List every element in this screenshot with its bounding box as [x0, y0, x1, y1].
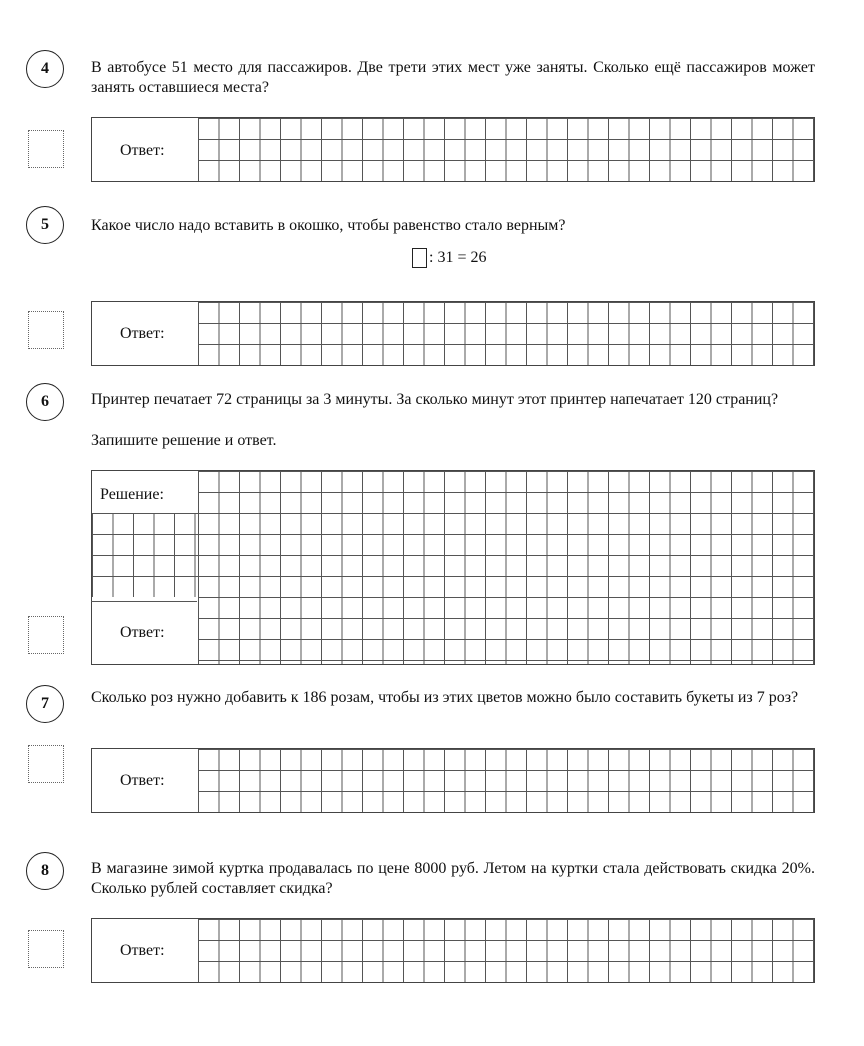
question-4-text: В автобусе 51 место для пассажиров. Две трети этих мест уже заняты. Сколько ещё пассажиров может занять оставшиеся места? [91, 59, 815, 96]
question-5-text: Какое число надо вставить в окошко, чтобы равенство стало верным? [91, 217, 566, 234]
answer-cells[interactable] [198, 919, 814, 982]
solution-grid-6[interactable] [91, 470, 815, 665]
question-6-instruction: Запишите решение и ответ. [91, 432, 277, 449]
answer-label: Ответ: [120, 142, 165, 159]
answer-cells[interactable] [198, 749, 814, 812]
answer-grid-5[interactable] [91, 301, 815, 366]
score-box-6[interactable] [28, 616, 64, 654]
answer-cells[interactable] [198, 302, 814, 365]
solution-cells[interactable] [198, 471, 814, 664]
question-number-4: 4 [26, 50, 64, 88]
score-box-4[interactable] [28, 130, 64, 168]
question-number-8: 8 [26, 852, 64, 890]
question-number-7: 7 [26, 685, 64, 723]
question-8-text: В магазине зимой куртка продавалась по цене 8000 руб. Летом на куртки стала действовать скидка 20%. Сколько рублей составляет скидка? [91, 860, 815, 897]
answer-label: Ответ: [120, 325, 165, 342]
score-box-8[interactable] [28, 930, 64, 968]
solution-divider [91, 601, 197, 602]
empty-box [412, 248, 427, 268]
question-number-6: 6 [26, 383, 64, 421]
score-box-7[interactable] [28, 745, 64, 783]
answer-grid-7[interactable] [91, 748, 815, 813]
equation-text: : 31 = 26 [429, 249, 487, 266]
equation [412, 248, 486, 268]
question-6-text: Принтер печатает 72 страницы за 3 минуты. За сколько минут этот принтер напечатает 120 страниц? [91, 391, 779, 408]
score-box-5[interactable] [28, 311, 64, 349]
answer-label: Ответ: [120, 942, 165, 959]
answer-grid-4[interactable] [91, 117, 815, 182]
answer-grid-8[interactable] [91, 918, 815, 983]
question-7-text: Сколько роз нужно добавить к 186 розам, чтобы из этих цветов можно было составить букеты из 7 роз? [91, 689, 799, 706]
question-number-5: 5 [26, 206, 64, 244]
answer-cells[interactable] [198, 118, 814, 181]
solution-cells-left[interactable] [92, 513, 198, 597]
answer-label: Ответ: [120, 624, 165, 641]
answer-label: Ответ: [120, 772, 165, 789]
solution-label: Решение: [100, 486, 164, 503]
